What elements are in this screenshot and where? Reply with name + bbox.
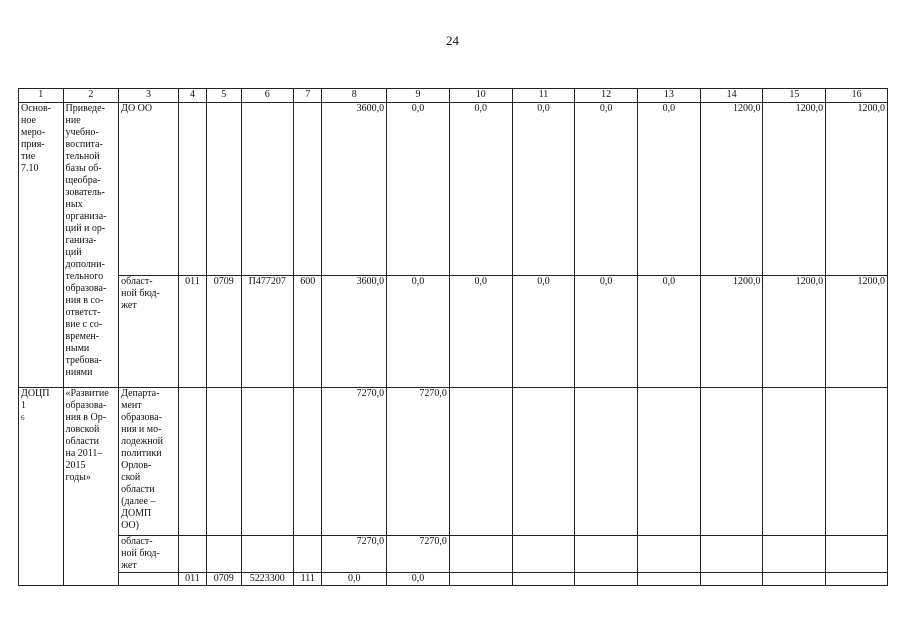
value-cell: 7270,0 — [322, 388, 387, 536]
value-cell: 7270,0 — [387, 536, 450, 573]
header-cell: 10 — [449, 89, 512, 103]
empty-cell — [207, 103, 241, 276]
header-cell: 15 — [763, 89, 826, 103]
value-cell: 0,0 — [449, 276, 512, 388]
program-name-cell: «Развитие образова- ния в Ор- ловской области на 2011– 2015 годы» — [63, 388, 119, 586]
empty-cell — [763, 536, 826, 573]
value-cell: 0,0 — [512, 276, 575, 388]
value-cell: 0,0 — [387, 573, 450, 586]
executor-cell: ДО ОО — [119, 103, 179, 276]
empty-cell — [575, 536, 638, 573]
value-cell: 0,0 — [512, 103, 575, 276]
value-cell: 3600,0 — [322, 103, 387, 276]
header-cell: 12 — [575, 89, 638, 103]
budget-source-cell: област- ной бюд- жет — [119, 276, 179, 388]
table-row — [19, 388, 888, 536]
header-cell: 1 — [19, 89, 64, 103]
code-cell: 0709 — [207, 276, 241, 388]
header-cell: 13 — [638, 89, 701, 103]
empty-cell — [207, 388, 241, 536]
code-cell: 0709 — [207, 573, 241, 586]
empty-cell — [700, 573, 763, 586]
empty-cell — [119, 573, 179, 586]
value-cell: 7270,0 — [322, 536, 387, 573]
empty-cell — [294, 103, 322, 276]
empty-cell — [826, 536, 888, 573]
empty-cell — [638, 388, 701, 536]
value-cell: 7270,0 — [387, 388, 450, 536]
page-number: 24 — [446, 33, 459, 48]
measure-code-cell: Основ- ное меро- прия- тие 7.10 — [19, 103, 64, 388]
empty-cell — [638, 573, 701, 586]
table-row — [19, 103, 888, 276]
empty-cell — [178, 536, 206, 573]
empty-cell — [178, 103, 206, 276]
empty-cell — [241, 388, 294, 536]
empty-cell — [512, 573, 575, 586]
empty-cell — [700, 536, 763, 573]
code-cell: 111 — [294, 573, 322, 586]
header-cell: 2 — [63, 89, 119, 103]
empty-cell — [763, 388, 826, 536]
value-cell: 3600,0 — [322, 276, 387, 388]
measure-name-cell: Приведе- ние учебно- воспита- тельной базы об- щеобра- зователь- ных организа- ций и ор- ганиза- ций дополни- тельного образова- ния в со- ответст- вие с со- времен- ными требова- ниями — [63, 103, 119, 388]
code-cell: 5223300 — [241, 573, 294, 586]
header-cell: 9 — [387, 89, 450, 103]
value-cell: 1200,0 — [700, 103, 763, 276]
empty-cell — [449, 536, 512, 573]
code-cell: 600 — [294, 276, 322, 388]
empty-cell — [512, 388, 575, 536]
empty-cell — [241, 103, 294, 276]
header-cell: 7 — [294, 89, 322, 103]
header-cell: 14 — [700, 89, 763, 103]
empty-cell — [449, 388, 512, 536]
empty-cell — [638, 536, 701, 573]
header-cell: 11 — [512, 89, 575, 103]
budget-table — [18, 88, 888, 586]
header-cell: 4 — [178, 89, 206, 103]
empty-cell — [826, 573, 888, 586]
empty-cell — [512, 536, 575, 573]
empty-cell — [826, 388, 888, 536]
empty-cell — [207, 536, 241, 573]
code-cell: П477207 — [241, 276, 294, 388]
program-code-cell: ДОЦП 1 $^6$ — [19, 388, 64, 586]
value-cell: 0,0 — [387, 103, 450, 276]
code-cell: 011 — [178, 276, 206, 388]
value-cell: 0,0 — [638, 276, 701, 388]
value-cell: 1200,0 — [826, 103, 888, 276]
empty-cell — [241, 536, 294, 573]
value-cell: 0,0 — [387, 276, 450, 388]
empty-cell — [294, 536, 322, 573]
value-cell: 0,0 — [638, 103, 701, 276]
budget-source-cell: област- ной бюд- жет — [119, 536, 179, 573]
table-row — [19, 536, 888, 573]
value-cell: 0,0 — [575, 276, 638, 388]
header-cell: 6 — [241, 89, 294, 103]
header-cell: 16 — [826, 89, 888, 103]
value-cell: 0,0 — [449, 103, 512, 276]
empty-cell — [763, 573, 826, 586]
header-cell: 8 — [322, 89, 387, 103]
table-row — [19, 573, 888, 586]
empty-cell — [575, 388, 638, 536]
value-cell: 0,0 — [575, 103, 638, 276]
header-row — [19, 89, 888, 103]
value-cell: 1200,0 — [763, 276, 826, 388]
empty-cell — [700, 388, 763, 536]
table-row — [19, 276, 888, 388]
empty-cell — [449, 573, 512, 586]
header-cell: 3 — [119, 89, 179, 103]
empty-cell — [575, 573, 638, 586]
value-cell: 0,0 — [322, 573, 387, 586]
empty-cell — [294, 388, 322, 536]
executor-cell: Департа- мент образова- ния и мо- лодежной политики Орлов- ской области (далее – ДОМП ОО) — [119, 388, 179, 536]
code-cell: 011 — [178, 573, 206, 586]
value-cell: 1200,0 — [763, 103, 826, 276]
value-cell: 1200,0 — [826, 276, 888, 388]
value-cell: 1200,0 — [700, 276, 763, 388]
empty-cell — [178, 388, 206, 536]
header-cell: 5 — [207, 89, 241, 103]
